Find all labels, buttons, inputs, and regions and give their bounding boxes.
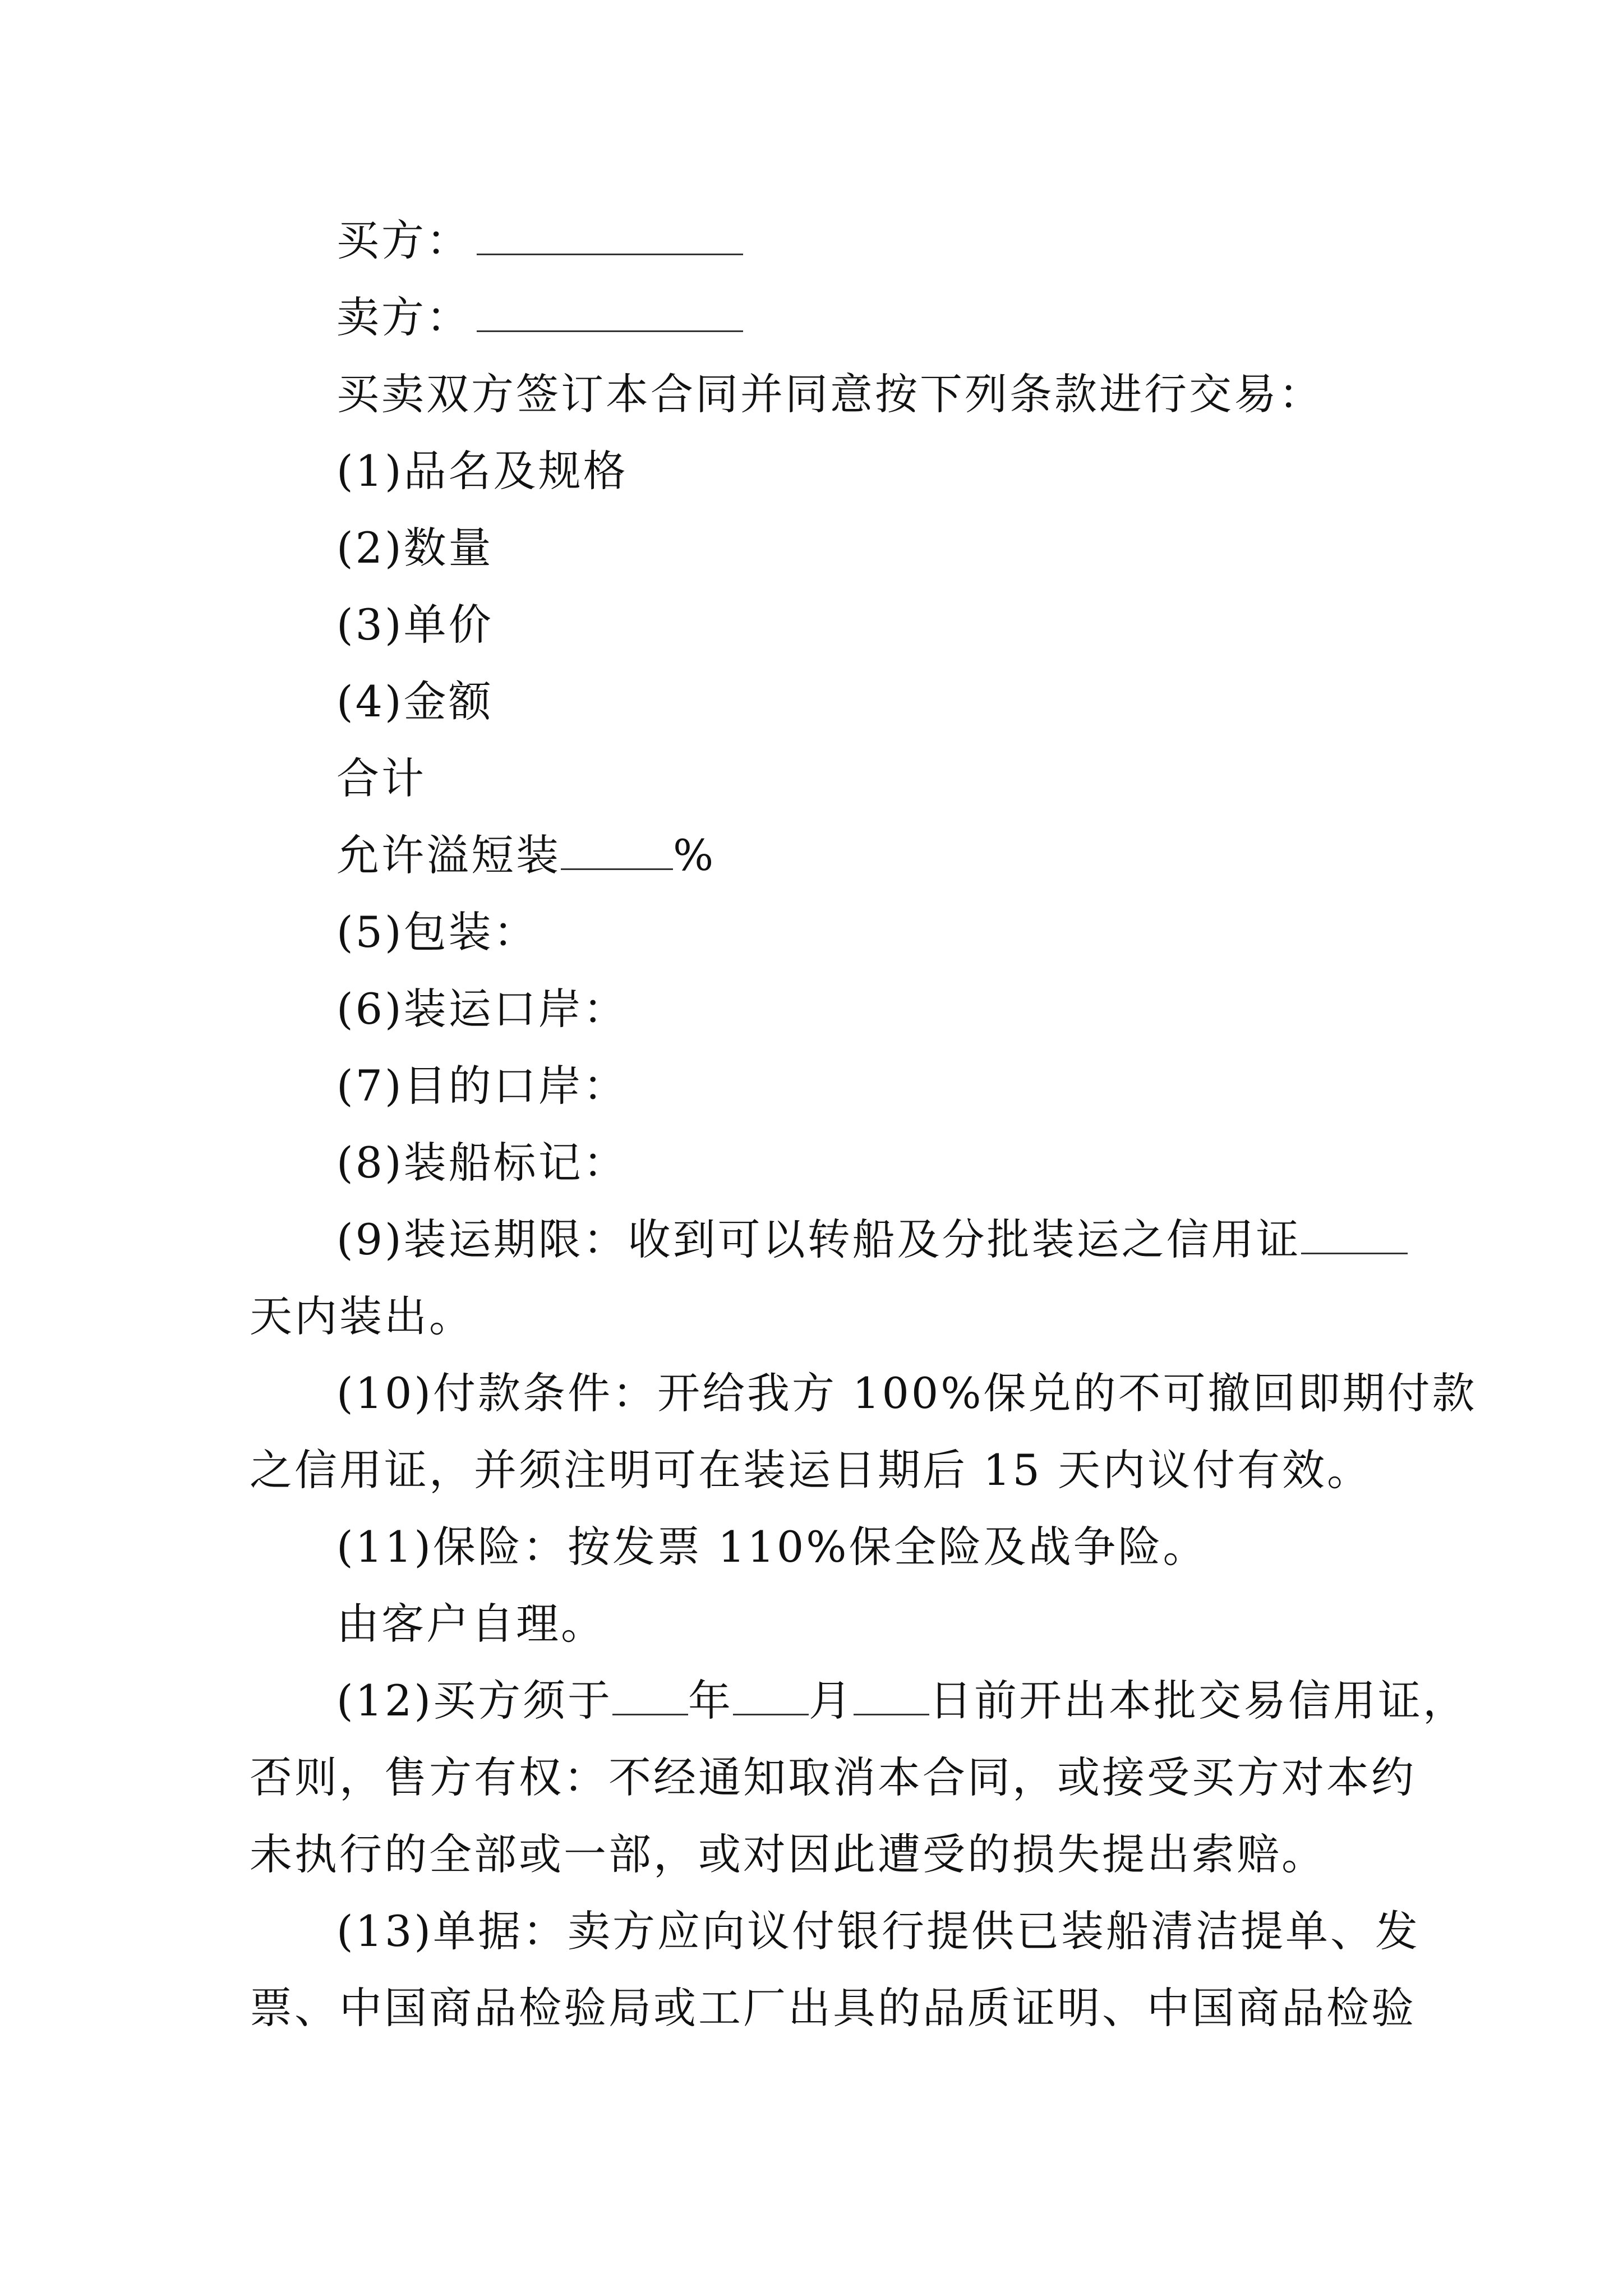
- month-blank: [733, 1674, 809, 1715]
- clause-12-line1: [250, 1662, 1468, 1739]
- clause-12-line2: 否则，售方有权：不经通知取消本合同，或接受买方对本约: [250, 1752, 1416, 1802]
- clause-12-rest: 日前开出本批交易信用证，: [929, 1676, 1468, 1726]
- clause-13-line2: 票、中国商品检验局或工厂出具的品质证明、中国商品检验: [250, 1983, 1416, 2033]
- buyer-blank: [477, 214, 743, 255]
- seller-blank: [477, 291, 743, 332]
- tolerance-line: [250, 817, 1374, 894]
- buyer-label: 买方：: [336, 215, 471, 265]
- days-blank: [1301, 1213, 1408, 1254]
- year-label: 年: [688, 1676, 734, 1726]
- clause-11: (11)保险：按发票 110%保全险及战争险。: [336, 1522, 1208, 1572]
- clause-10-line1: (10)付款条件：开给我方 100%保兑的不可撤回即期付款: [336, 1368, 1477, 1418]
- clause-5: (5)包装：: [336, 907, 538, 957]
- clause-10-line2: 之信用证，并须注明可在装运日期后 15 天内议付有效。: [250, 1445, 1372, 1495]
- clause-9-line1: [250, 1201, 1374, 1278]
- clause-6: (6)装运口岸：: [336, 984, 628, 1034]
- year-blank: [612, 1674, 688, 1715]
- self-handled-line: 由客户自理。: [336, 1599, 606, 1649]
- contract-body: [250, 202, 1477, 2046]
- seller-label: 卖方：: [336, 292, 471, 342]
- day-blank: [854, 1674, 929, 1715]
- clause-3: (3)单价: [336, 600, 494, 650]
- clause-4: (4)金额: [336, 677, 494, 726]
- clause-12-prefix: (12)买方须于: [336, 1676, 613, 1726]
- month-label: 月: [809, 1676, 854, 1726]
- clause-9-line2: 天内装出。: [250, 1291, 474, 1341]
- clause-8: (8)装船标记：: [336, 1138, 628, 1188]
- clause-9-text: (9)装运期限：收到可以转船及分批装运之信用证: [336, 1214, 1301, 1264]
- buyer-line: [250, 202, 1374, 279]
- intro-line: 买卖双方签订本合同并同意按下列条款进行交易：: [336, 369, 1324, 419]
- clause-1: (1)品名及规格: [336, 446, 628, 496]
- clause-12-line3: 未执行的全部或一部，或对因此遭受的损失提出索赔。: [250, 1829, 1326, 1879]
- seller-line: [250, 279, 1374, 356]
- clause-2: (2)数量: [336, 523, 494, 573]
- percent-sign: %: [673, 830, 716, 880]
- clause-13-line1: (13)单据：卖方应向议付银行提供已装船清洁提单、发: [336, 1906, 1421, 1956]
- clause-7: (7)目的口岸：: [336, 1061, 628, 1111]
- total-line: 合计: [336, 753, 426, 803]
- tolerance-label: 允许溢短装: [336, 830, 561, 880]
- tolerance-blank: [561, 829, 673, 870]
